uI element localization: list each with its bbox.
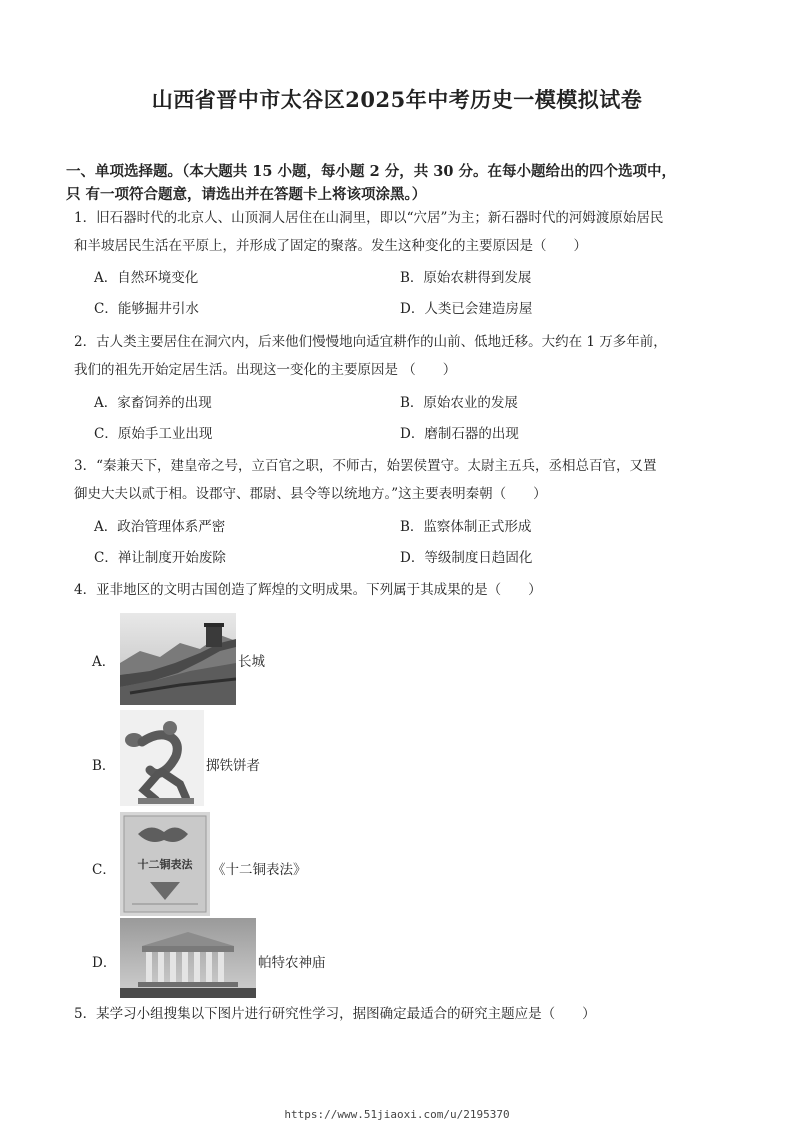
question-1-line-2: 和半坡居民生活在平原上，并形成了固定的聚落。发生这种变化的主要原因是（ ） [74, 238, 587, 254]
twelve-tables-book-image [120, 812, 210, 916]
q3-option-c: C．禅让制度开始废除 [94, 550, 226, 566]
exam-title: 山西省晋中市太谷区2025年中考历史一模模拟试卷 [151, 87, 643, 112]
section-line-1: 一、单项选择题。（本大题共 15 小题，每小题 2 分，共 30 分。在每小题给出的四个选项中， [66, 163, 676, 180]
question-1-line-1: 1．旧石器时代的北京人、山顶洞人居住在山洞里，即以“穴居”为主；新石器时代的河姆渡原始居民 [74, 210, 664, 226]
question-1-stem [74, 204, 734, 260]
q1-option-c: C．能够掘井引水 [94, 301, 199, 317]
question-2-line-1: 2．古人类主要居住在洞穴内，后来他们慢慢地向适宜耕作的山前、低地迁移。大约在 1 万多年前， [74, 334, 667, 350]
q4-option-c-letter: C． [92, 862, 116, 878]
q4-option-d-caption: 帕特农神庙 [258, 955, 326, 971]
great-wall-image [120, 613, 236, 705]
q2-option-d: D．磨制石器的出现 [400, 426, 519, 442]
q1-option-d: D．人类已会建造房屋 [400, 301, 533, 317]
q2-option-c: C．原始手工业出现 [94, 426, 213, 442]
discobolus-image [120, 710, 204, 806]
section-line-2: 只 有一项符合题意，请选出并在答题卡上将该项涂黑。） [66, 186, 427, 203]
q4-option-b-letter: B． [92, 758, 116, 774]
q4-option-b-caption: 掷铁饼者 [206, 758, 260, 774]
q4-option-c-caption: 《十二铜表法》 [212, 862, 307, 878]
question-3-stem [74, 452, 734, 508]
q4-option-a-letter: A． [92, 654, 116, 670]
q1-option-a: A．自然环境变化 [94, 270, 199, 286]
question-4-stem: 4．亚非地区的文明古国创造了辉煌的文明成果。下列属于其成果的是（ ） [74, 582, 542, 598]
q2-option-b: B．原始农业的发展 [400, 395, 518, 411]
book-cover-title: 十二铜表法 [137, 858, 193, 871]
q3-option-a: A．政治管理体系严密 [94, 519, 226, 535]
question-2-line-2: 我们的祖先开始定居生活。出现这一变化的主要原因是 （ ） [74, 362, 457, 378]
section-heading [66, 160, 736, 206]
q4-option-d-letter: D． [92, 955, 117, 971]
parthenon-image [120, 918, 256, 998]
question-3-line-2: 御史大夫以贰于相。设郡守、郡尉、县令等以统地方。”这主要表明秦朝（ ） [74, 486, 547, 502]
question-3-line-1: 3．“秦兼天下，建皇帝之号，立百官之职，不师古，始罢侯置守。太尉主五兵，丞相总百官，又置 [74, 458, 657, 474]
q2-option-a: A．家畜饲养的出现 [94, 395, 212, 411]
question-2-stem [74, 328, 734, 384]
q1-option-b: B．原始农耕得到发展 [400, 270, 532, 286]
q4-option-a-caption: 长城 [238, 654, 265, 670]
q3-option-d: D．等级制度日趋固化 [400, 550, 533, 566]
q3-option-b: B．监察体制正式形成 [400, 519, 532, 535]
question-5-stem: 5．某学习小组搜集以下图片进行研究性学习，据图确定最适合的研究主题应是（ ） [74, 1006, 596, 1022]
footer-url: https://www.51jiaoxi.com/u/2195370 [284, 1108, 510, 1121]
